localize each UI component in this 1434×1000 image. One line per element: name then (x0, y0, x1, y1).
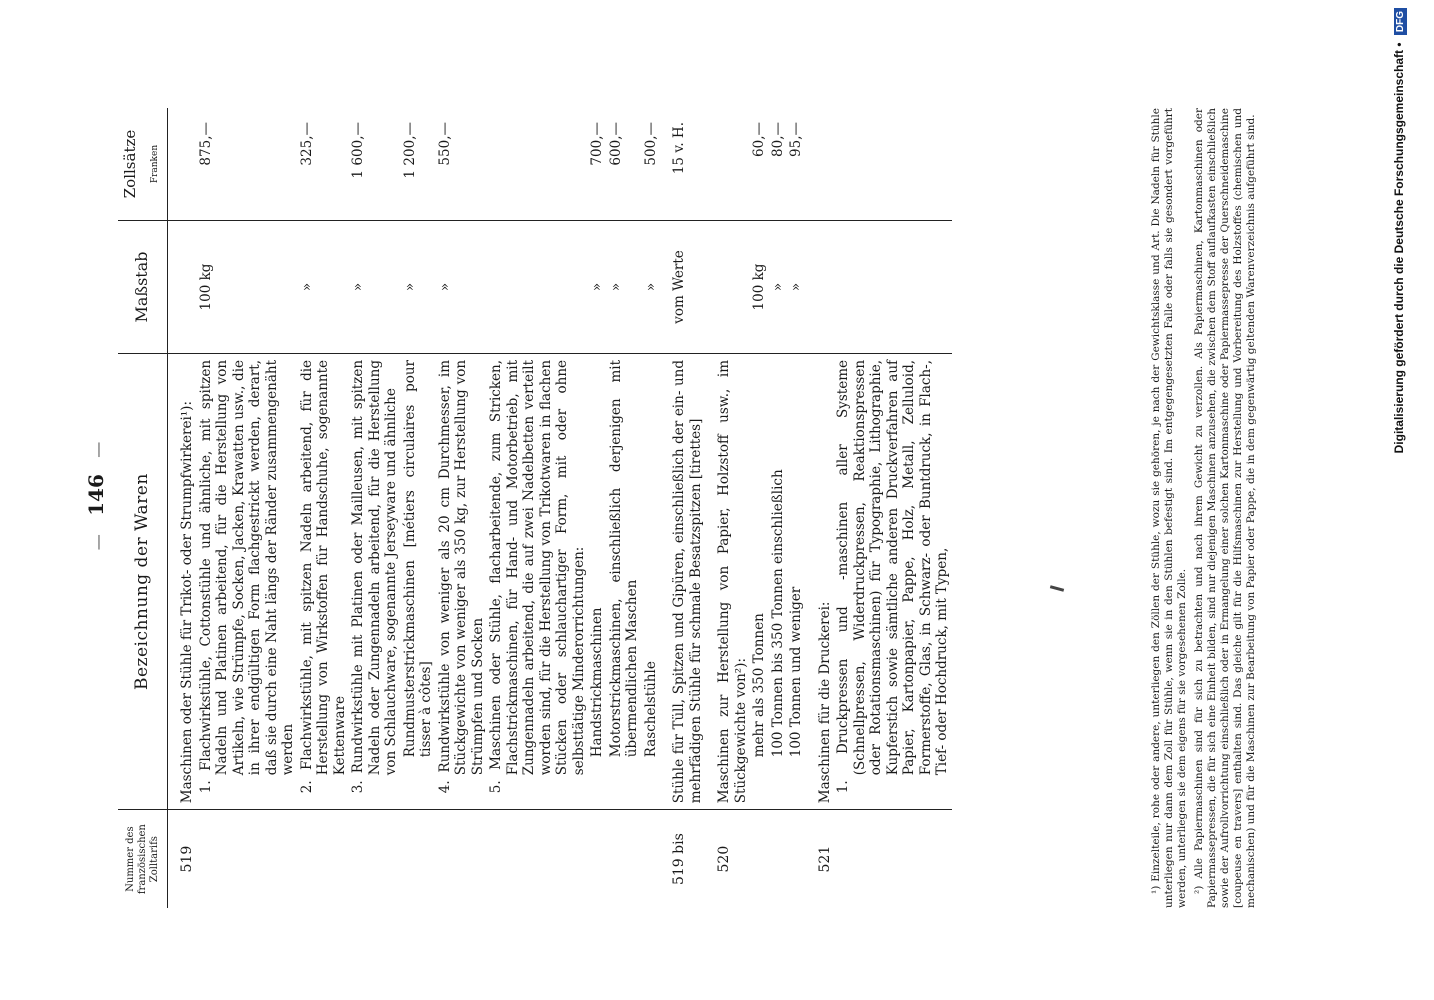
row-measure: » (607, 221, 642, 354)
row-measure: » (401, 221, 436, 354)
row-description: 100 Tonnen bis 350 Tonnen einschließlich (769, 353, 788, 809)
table-header-row (118, 108, 168, 908)
table-row (816, 108, 835, 908)
row-duty (715, 108, 750, 221)
row-description: 3. Rundwirkstühle mit Platinen oder Mailleusen, mit spitzen Nadeln oder Zungennadeln arbeitend, für die Herstellung von Schlauchware, sogenannte Jerseyware und ähnliche (349, 353, 401, 809)
row-description: 1. Flachwirkstühle, Cottonstühle und ähnliche, mit spitzen Nadeln und Platinen arbeitend, für die Herstellung von Artikeln, wie Strümpfe, Socken, Jacken, Krawatten usw., die in ihrer endgültigen Form flachgestrickt werden, derart, daß sie durch eine Naht längs der Ränder zusammengenäht werden (197, 353, 298, 809)
row-description: 100 Tonnen und weniger (787, 353, 806, 809)
table-row (436, 108, 488, 908)
row-description: Maschinen oder Stühle für Trikot- oder Strumpfwirkerei¹): (178, 353, 197, 809)
header-duty-unit: Franken (149, 144, 160, 184)
row-measure: » (436, 221, 488, 354)
row-duty: 60,— (751, 122, 767, 157)
footnotes (1150, 108, 1262, 908)
row-number: 521 (816, 810, 835, 908)
row-duty: 550,— (436, 122, 453, 166)
table-row (642, 108, 661, 908)
row-measure: vom Werte (670, 221, 705, 354)
row-measure: 100 kg (197, 221, 298, 354)
table-row (787, 108, 806, 908)
row-measure (715, 221, 750, 354)
header-description: Bezeichnung der Waren (118, 353, 168, 809)
row-measure (487, 221, 588, 354)
row-description: Handstrickmaschinen (588, 353, 607, 809)
row-number: 519 bis (670, 810, 705, 908)
row-measure: » (642, 221, 661, 354)
row-measure: » (787, 221, 806, 354)
row-duty: 325,— (298, 122, 315, 166)
table-row (715, 108, 750, 908)
tariff-table (118, 108, 952, 908)
footnote-1: ¹) Einzelteile, rohe oder andere, unterliegen den Zöllen der Stühle, wozu sie gehören, je nach der Gewichtsklasse und Art. Die Nadeln für Stühle unterliegen nur dann dem Zoll für Stühle, wenn sie in den Stühlen befestigt sind. Im entgegengesetzten Falle oder falls sie gesondert vorgeführt werden, unterliegen sie dem eigens für sie vorgesehenen Zolle. (1150, 108, 1188, 908)
row-duty: 15 v. H. (671, 122, 687, 175)
table-body (168, 108, 952, 908)
header-measure: Maßstab (118, 221, 168, 354)
row-measure: » (769, 221, 788, 354)
row-duty: 700,— (589, 122, 605, 166)
row-duty: 1 200,— (401, 122, 418, 179)
row-description: 4. Rundwirkstühle von weniger als 20 cm Durchmesser, im Stückgewichte von weniger als 350 kg, zur Herstellung von Strümpfen und Socken (436, 353, 488, 809)
row-number (834, 810, 952, 908)
row-description: mehr als 350 Tonnen (750, 353, 769, 809)
table-row (769, 108, 788, 908)
row-measure: 100 kg (750, 221, 769, 354)
row-duty (834, 108, 952, 221)
row-description: 1. Druckpressen und -maschinen aller Systeme (Schnellpressen, Widerdruckpressen, Reaktionspressen oder Rotationsmaschinen) für Typographie, Lithographie, Kupferstich sowie sämtliche anderen Druckverfahren auf Papier, Kartonpapier, Pappe, Holz, Metall, Zelluloid, Formerstoffe, Glas, in Schwarz- oder Buntdruck, in Flach-, Tief- oder Hochdruck, mit Typen, (834, 353, 952, 809)
row-description: 5. Maschinen oder Stühle, flacharbeitende, zum Stricken, Flachstrickmaschinen, für Hand- und Motorbetrieb, mit Zungennadeln arbeitend, die auf zwei Nadelbetten verteilt worden sind, für die Herstellung von Trikotwaren in flachen Stücken oder schlauchartiger Form, mit oder ohne selbsttätige Minderorrichtungen: (487, 353, 588, 809)
row-description: Raschelstühle (642, 353, 661, 809)
row-description: Maschinen zur Herstellung von Papier, Holzstoff usw., im Stückgewichte von²): (715, 353, 750, 809)
page-number-dash-right: — (88, 439, 107, 458)
row-number: 519 (178, 810, 197, 908)
table-row (834, 108, 952, 908)
row-number (607, 810, 642, 908)
row-duty (816, 108, 835, 221)
row-duty: 600,— (607, 122, 624, 166)
table-row (349, 108, 401, 908)
header-number: Nummer des französischen Zolltarifs (118, 810, 168, 908)
row-number (197, 810, 298, 908)
row-duty: 80,— (769, 122, 786, 157)
page-number-dash-left: — (88, 532, 107, 551)
row-measure: » (349, 221, 401, 354)
row-duty (178, 108, 197, 221)
row-number (349, 810, 401, 908)
row-measure (834, 221, 952, 354)
table-row (607, 108, 642, 908)
row-number (769, 810, 788, 908)
row-description: Motorstrickmaschinen, einschließlich derjenigen mit übermendlichen Maschen (607, 353, 642, 809)
row-duty: 500,— (642, 122, 659, 166)
row-description: Maschinen für die Druckerei: (816, 353, 835, 809)
row-description: Rundmusterstrickmaschinen [métiers circulaires pour tisser à côtes] (401, 353, 436, 809)
ink-mark (1050, 585, 1064, 592)
digitization-note: Digitalisierung gefördert durch die Deutsche Forschungsgemeinschaft • (1392, 42, 1406, 454)
row-measure (816, 221, 835, 354)
header-duty (118, 108, 168, 221)
row-number (642, 810, 661, 908)
row-measure (178, 221, 197, 354)
table-row (670, 108, 705, 908)
page-number: 146 (84, 474, 108, 516)
table-row (298, 108, 350, 908)
table-row (750, 108, 769, 908)
row-duty (487, 108, 588, 221)
row-duty: 875,— (197, 122, 214, 166)
row-number (750, 810, 769, 908)
row-number (787, 810, 806, 908)
row-duty: 1 600,— (350, 122, 366, 179)
row-number (298, 810, 350, 908)
row-number: 520 (715, 810, 750, 908)
table-row (401, 108, 436, 908)
header-duty-label: Zollsätze (121, 129, 139, 199)
table-row (197, 108, 298, 908)
table-row (588, 108, 607, 908)
row-number (401, 810, 436, 908)
page-number-block (84, 410, 108, 580)
row-measure: » (298, 221, 350, 354)
dfg-logo: DFG (1394, 8, 1407, 35)
row-measure: » (588, 221, 607, 354)
row-description: 2. Flachwirkstühle, mit spitzen Nadeln arbeitend, für die Herstellung von Wirkstoffen für Handschuhe, sogenannte Kettenware (298, 353, 350, 809)
table-row (487, 108, 588, 908)
footnote-2: ²) Alle Papiermaschinen sind für sich zu betrachten und nach ihrem Gewicht zu verzollen. Als Papiermaschinen, Kartonmaschinen oder Papiermassepressen, die für sich eine Einheit bilden, sind nur diejenigen Maschinen anzusehen, die zwischen dem Stoff auflaufkasten einschließlich sowie der Aufrollvorrichtung einschließlich oder in Ermangelung einer solchen Kartonmaschine oder Papiermassepresse der Querschneidemaschine [coupeuse en travers] enthalten sind. Das gleiche gilt für die Hilfsmaschinen zur Herstellung und Vorbereitung des Holzstoffes (chemischen und mechanischen) und für die Maschinen zur Bearbeitung von Papier oder Pappe, die in dem gegenwärtig geltenden Warenverzeichnis aufgeführt sind. (1193, 108, 1257, 908)
row-number (436, 810, 488, 908)
row-number (487, 810, 588, 908)
table-row (178, 108, 197, 908)
row-number (588, 810, 607, 908)
digitization-credit (1392, 8, 1407, 992)
row-duty: 95,— (788, 122, 804, 157)
row-description: Stühle für Tüll, Spitzen und Gipüren, einschließlich der ein- und mehrfädigen Stühle für schmale Besatzspitzen [tirettes] (670, 353, 705, 809)
